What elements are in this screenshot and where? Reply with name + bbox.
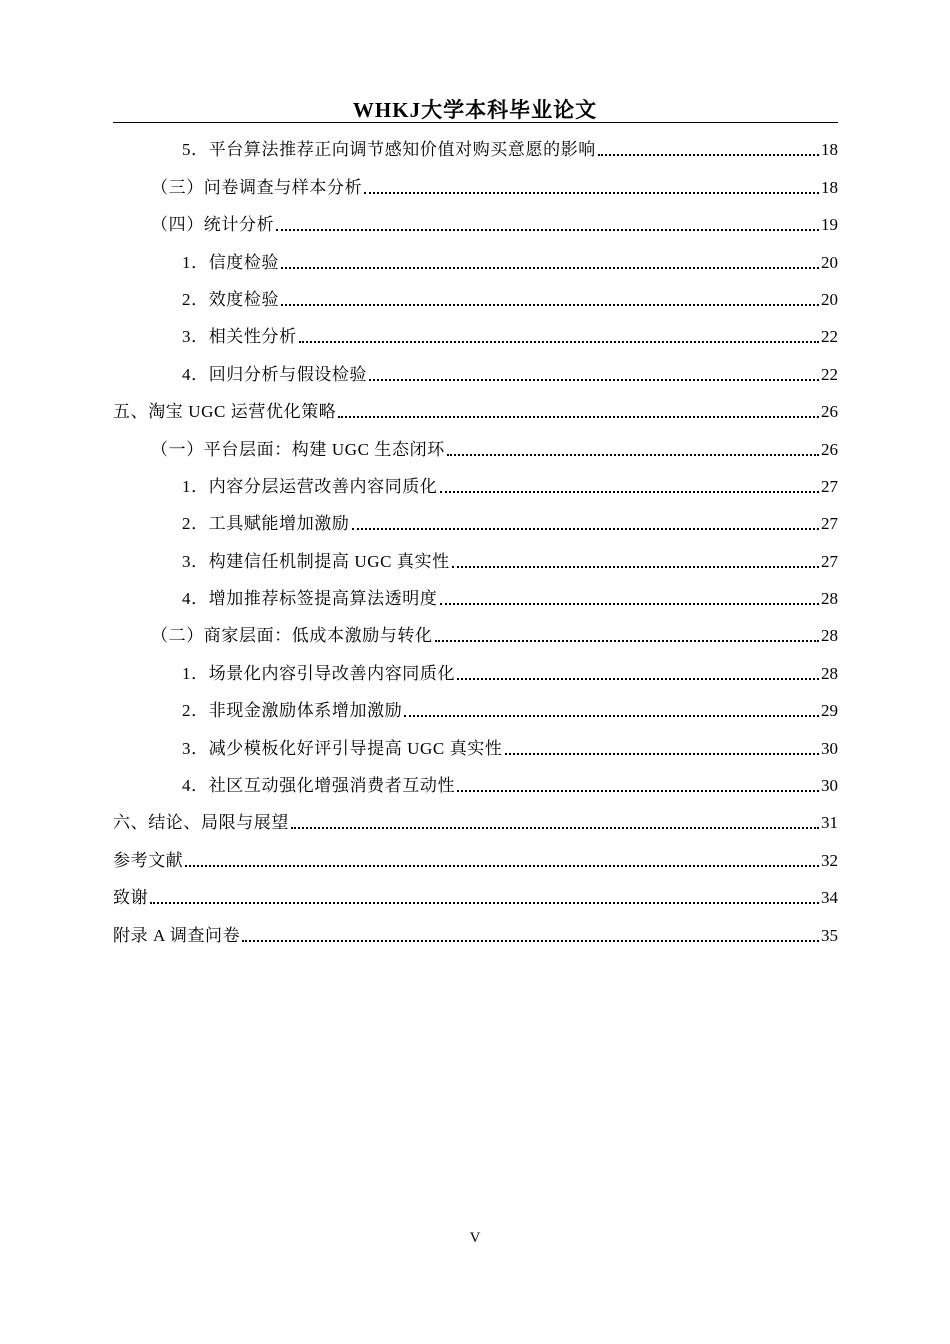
toc-dot-leader	[242, 940, 819, 942]
toc-entry[interactable]	[113, 613, 838, 650]
toc-entry-page-number: 30	[821, 776, 838, 796]
table-of-contents	[113, 127, 838, 950]
toc-entry[interactable]	[113, 351, 838, 388]
toc-entry-page-number: 19	[821, 215, 838, 235]
toc-dot-leader	[299, 341, 819, 343]
page-header-title: WHKJ大学本科毕业论文	[352, 98, 598, 122]
toc-entry-page-number: 22	[821, 327, 838, 347]
toc-entry-title: 附录 A 调查问卷	[113, 925, 241, 945]
toc-entry-page-number: 28	[821, 626, 838, 646]
toc-entry-page-number: 31	[821, 813, 838, 833]
toc-entry-page-number: 20	[821, 289, 838, 309]
toc-dot-leader	[364, 192, 819, 194]
toc-entry-title: 参考文献	[113, 850, 184, 870]
toc-dot-leader	[150, 902, 819, 904]
toc-dot-leader	[452, 566, 819, 568]
toc-entry-page-number: 29	[821, 701, 838, 721]
toc-entry[interactable]	[113, 912, 838, 949]
toc-entry[interactable]	[113, 875, 838, 912]
toc-dot-leader	[440, 603, 820, 605]
toc-dot-leader	[447, 454, 819, 456]
toc-entry-page-number: 34	[821, 888, 838, 908]
toc-entry-page-number: 22	[821, 364, 838, 384]
page-number: V	[469, 1230, 481, 1246]
toc-entry-page-number: 35	[821, 925, 838, 945]
toc-entry-title: 4．回归分析与假设检验	[182, 364, 368, 384]
toc-entry-title: 2．效度检验	[182, 289, 280, 309]
toc-entry-title: 3．相关性分析	[182, 327, 297, 347]
toc-entry-title: 2．工具赋能增加激励	[182, 514, 350, 534]
toc-entry[interactable]	[113, 763, 838, 800]
toc-entry[interactable]	[113, 725, 838, 762]
toc-entry[interactable]	[113, 389, 838, 426]
toc-entry[interactable]	[113, 464, 838, 501]
toc-entry-title: 3．减少模板化好评引导提高 UGC 真实性	[182, 738, 503, 758]
toc-entry-title: （四）统计分析	[151, 215, 275, 235]
toc-dot-leader	[440, 491, 820, 493]
toc-entry-page-number: 27	[821, 476, 838, 496]
toc-entry-title: 2．非现金激励体系增加激励	[182, 701, 403, 721]
toc-entry-page-number: 18	[821, 140, 838, 160]
toc-entry[interactable]	[113, 576, 838, 613]
toc-entry-title: 五、淘宝 UGC 运营优化策略	[113, 402, 337, 422]
toc-dot-leader	[457, 790, 819, 792]
toc-entry-title: 六、结论、局限与展望	[113, 813, 289, 833]
toc-dot-leader	[276, 229, 819, 231]
toc-dot-leader	[435, 640, 819, 642]
toc-entry-title: （二）商家层面：低成本激励与转化	[151, 626, 433, 646]
toc-entry-title: （三）问卷调查与样本分析	[151, 177, 363, 197]
toc-entry[interactable]	[113, 127, 838, 164]
toc-entry[interactable]	[113, 688, 838, 725]
toc-entry[interactable]	[113, 164, 838, 201]
toc-entry[interactable]	[113, 837, 838, 874]
toc-entry-title: 1．内容分层运营改善内容同质化	[182, 476, 438, 496]
toc-dot-leader	[352, 528, 820, 530]
toc-dot-leader	[404, 715, 819, 717]
header-divider	[113, 122, 838, 123]
toc-dot-leader	[281, 267, 819, 269]
toc-entry-page-number: 28	[821, 663, 838, 683]
toc-entry-title: 3．构建信任机制提高 UGC 真实性	[182, 551, 450, 571]
toc-entry-page-number: 26	[821, 402, 838, 422]
toc-entry[interactable]	[113, 314, 838, 351]
toc-dot-leader	[369, 379, 819, 381]
toc-dot-leader	[291, 827, 819, 829]
toc-dot-leader	[185, 865, 819, 867]
toc-entry-title: 4．增加推荐标签提高算法透明度	[182, 589, 438, 609]
toc-entry[interactable]	[113, 426, 838, 463]
toc-entry-title: 4．社区互动强化增强消费者互动性	[182, 776, 456, 796]
toc-entry-page-number: 32	[821, 850, 838, 870]
toc-entry-page-number: 26	[821, 439, 838, 459]
toc-entry-page-number: 27	[821, 514, 838, 534]
toc-entry[interactable]	[113, 239, 838, 276]
toc-entry[interactable]	[113, 800, 838, 837]
toc-dot-leader	[457, 678, 819, 680]
toc-entry[interactable]	[113, 538, 838, 575]
toc-dot-leader	[505, 753, 820, 755]
toc-dot-leader	[338, 416, 819, 418]
toc-entry[interactable]	[113, 202, 838, 239]
toc-entry-title: 致谢	[113, 888, 149, 908]
toc-entry-title: 5．平台算法推荐正向调节感知价值对购买意愿的影响	[182, 140, 596, 160]
toc-entry-page-number: 30	[821, 738, 838, 758]
toc-entry[interactable]	[113, 277, 838, 314]
toc-dot-leader	[598, 154, 819, 156]
toc-entry-title: 1．场景化内容引导改善内容同质化	[182, 663, 456, 683]
toc-entry-title: （一）平台层面：构建 UGC 生态闭环	[151, 439, 445, 459]
toc-entry-title: 1．信度检验	[182, 252, 280, 272]
toc-dot-leader	[281, 304, 819, 306]
toc-entry[interactable]	[113, 501, 838, 538]
toc-entry[interactable]	[113, 650, 838, 687]
toc-entry-page-number: 20	[821, 252, 838, 272]
toc-entry-page-number: 27	[821, 551, 838, 571]
toc-entry-page-number: 28	[821, 589, 838, 609]
toc-entry-page-number: 18	[821, 177, 838, 197]
